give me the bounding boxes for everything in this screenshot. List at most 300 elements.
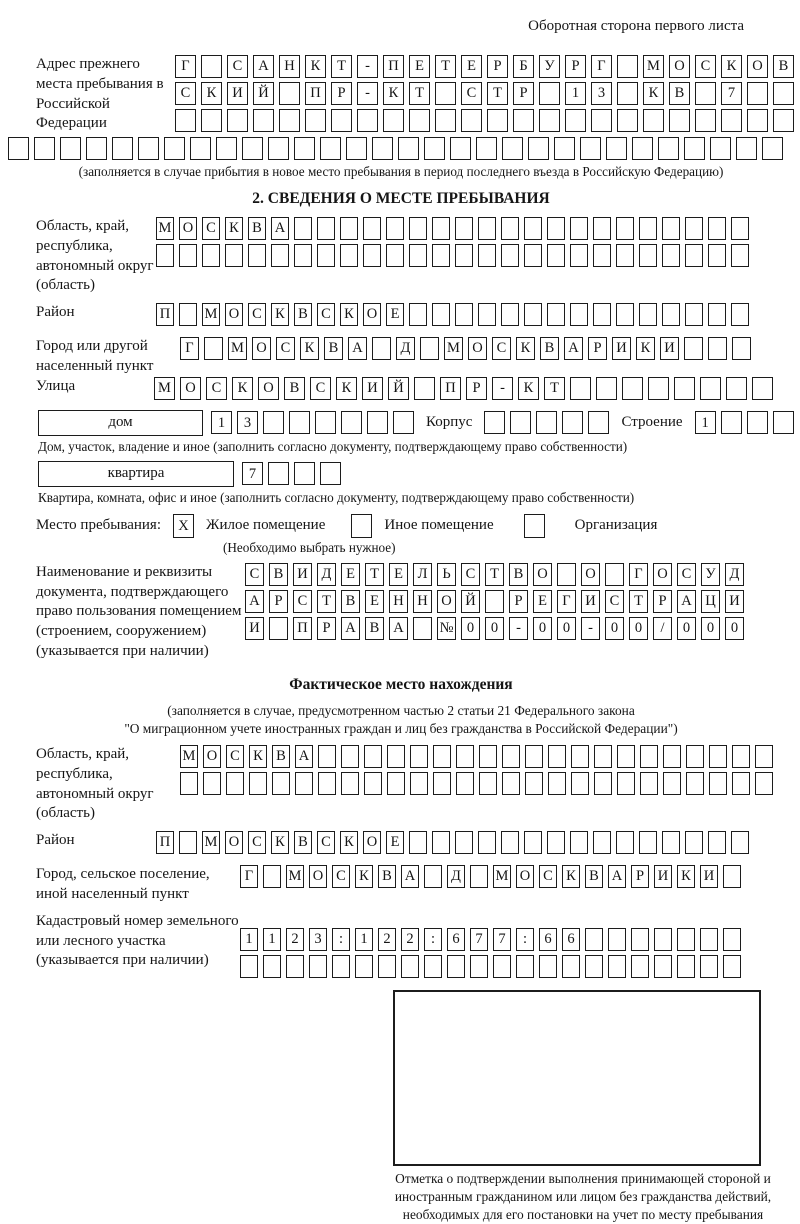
char-cell: О	[309, 865, 327, 888]
oblast-label: Область, край, республика, автономный округ (область)	[36, 218, 154, 294]
char-cell: В	[540, 337, 559, 360]
char-cell: Т	[435, 55, 456, 78]
char-cell	[268, 137, 289, 160]
char-cell	[547, 217, 565, 240]
char-cell	[202, 244, 220, 267]
char-cell	[432, 831, 450, 854]
char-cell	[341, 772, 359, 795]
char-cell	[420, 337, 439, 360]
char-cell: И	[700, 865, 718, 888]
char-cell	[662, 244, 680, 267]
char-cell	[708, 303, 726, 326]
char-cell: С	[245, 563, 264, 586]
char-cell	[279, 109, 300, 132]
char-cell	[708, 337, 727, 360]
char-cell	[249, 772, 267, 795]
char-cell: В	[284, 377, 305, 400]
char-cell	[631, 955, 649, 978]
char-cell: 6	[539, 928, 557, 951]
char-cell: С	[317, 303, 335, 326]
char-cell: :	[424, 928, 442, 951]
char-cell	[723, 955, 741, 978]
stamp-box	[393, 990, 761, 1166]
char-cell: И	[660, 337, 679, 360]
char-cell	[631, 928, 649, 951]
choose-caption: (Необходимо выбрать нужное)	[223, 539, 396, 555]
char-cell: К	[249, 745, 267, 768]
char-cell	[594, 772, 612, 795]
char-cell: -	[509, 617, 528, 640]
char-cell: Г	[591, 55, 612, 78]
char-cell: К	[636, 337, 655, 360]
char-cell	[175, 109, 196, 132]
char-cell: П	[383, 55, 404, 78]
char-cell: С	[332, 865, 350, 888]
char-cell: Т	[317, 590, 336, 613]
char-cell: В	[509, 563, 528, 586]
char-cell	[608, 955, 626, 978]
char-cell	[372, 337, 391, 360]
char-cell	[455, 217, 473, 240]
char-cell	[617, 55, 638, 78]
char-cell	[539, 955, 557, 978]
char-cell	[501, 217, 519, 240]
fact-gorod-row	[240, 865, 741, 888]
char-cell	[156, 244, 174, 267]
raion-row	[156, 303, 749, 326]
char-cell: К	[340, 831, 358, 854]
char-cell: С	[695, 55, 716, 78]
char-cell: М	[643, 55, 664, 78]
char-cell: 2	[286, 928, 304, 951]
page-header: Оборотная сторона первого листа	[528, 18, 744, 34]
char-cell	[617, 772, 635, 795]
char-cell	[539, 82, 560, 105]
char-cell	[203, 772, 221, 795]
char-cell	[501, 244, 519, 267]
oblast-row-2	[156, 244, 749, 267]
char-cell	[654, 955, 672, 978]
kadastr-row-2	[240, 955, 741, 978]
char-cell	[309, 955, 327, 978]
char-cell: Р	[466, 377, 487, 400]
checkbox-zhiloe: X	[173, 514, 194, 538]
char-cell: Р	[631, 865, 649, 888]
char-cell	[501, 303, 519, 326]
kadastr-grid	[240, 928, 741, 982]
char-cell: К	[516, 337, 535, 360]
char-cell	[346, 137, 367, 160]
char-cell	[478, 217, 496, 240]
ulitsa-field	[8, 377, 794, 404]
char-cell: Й	[253, 82, 274, 105]
char-cell: 1	[355, 928, 373, 951]
char-cell	[639, 217, 657, 240]
stamp-caption: Отметка о подтверждении выполнения принимающей стороной и иностранным гражданином или лицом без гражданства действий, необходимых для его постановки на учет по месту пребывания	[394, 1170, 772, 1222]
char-cell	[570, 831, 588, 854]
char-cell: И	[612, 337, 631, 360]
char-cell	[263, 411, 284, 434]
char-cell	[710, 137, 731, 160]
char-cell	[548, 772, 566, 795]
char-cell: Р	[653, 590, 672, 613]
char-cell	[547, 244, 565, 267]
korpus-label: Корпус	[426, 414, 473, 431]
char-cell: 7	[470, 928, 488, 951]
char-cell	[721, 411, 742, 434]
char-cell	[685, 244, 703, 267]
char-cell	[320, 462, 341, 485]
char-cell	[409, 244, 427, 267]
char-cell	[593, 831, 611, 854]
char-cell	[570, 303, 588, 326]
char-cell	[410, 745, 428, 768]
char-cell: А	[564, 337, 583, 360]
char-cell	[684, 337, 703, 360]
char-cell: 2	[401, 928, 419, 951]
char-cell	[455, 831, 473, 854]
char-cell: Т	[409, 82, 430, 105]
char-cell: 7	[242, 462, 263, 485]
char-cell: Р	[513, 82, 534, 105]
char-cell	[320, 137, 341, 160]
prev-address-section	[8, 55, 794, 136]
org-label: Организация	[574, 517, 658, 534]
char-cell: 1	[263, 928, 281, 951]
char-cell	[731, 217, 749, 240]
oblast-field	[8, 217, 794, 296]
char-cell	[456, 745, 474, 768]
inoe-label: Иное помещение	[384, 517, 494, 534]
char-cell	[315, 411, 336, 434]
char-cell: О	[179, 217, 197, 240]
char-cell: А	[389, 617, 408, 640]
char-cell	[663, 745, 681, 768]
char-cell	[524, 831, 542, 854]
char-cell: Р	[509, 590, 528, 613]
char-cell	[227, 109, 248, 132]
char-cell	[536, 411, 557, 434]
gorod-field	[8, 337, 794, 377]
char-cell: Л	[413, 563, 432, 586]
char-cell: С	[605, 590, 624, 613]
char-cell: Е	[386, 303, 404, 326]
char-cell: О	[180, 377, 201, 400]
char-cell	[755, 772, 773, 795]
char-cell: В	[269, 563, 288, 586]
kadastr-field	[8, 912, 794, 982]
char-cell	[513, 109, 534, 132]
dom-row	[38, 410, 794, 436]
char-cell	[433, 772, 451, 795]
char-cell	[562, 411, 583, 434]
char-cell	[516, 955, 534, 978]
char-cell: А	[253, 55, 274, 78]
char-cell	[662, 303, 680, 326]
char-cell: №	[437, 617, 456, 640]
char-cell	[684, 137, 705, 160]
char-cell	[570, 377, 591, 400]
char-cell: К	[518, 377, 539, 400]
char-cell	[484, 411, 505, 434]
char-cell: Т	[485, 563, 504, 586]
char-cell: А	[341, 617, 360, 640]
char-cell	[617, 82, 638, 105]
char-cell: 0	[533, 617, 552, 640]
char-cell	[493, 955, 511, 978]
char-cell	[685, 303, 703, 326]
char-cell	[367, 411, 388, 434]
char-cell	[685, 831, 703, 854]
fact-caption-2: "О миграционном учете иностранных граждан и лиц без гражданства в Российской Федерации")	[124, 720, 678, 736]
char-cell	[616, 217, 634, 240]
char-cell: В	[669, 82, 690, 105]
char-cell	[617, 109, 638, 132]
char-cell: Д	[317, 563, 336, 586]
char-cell	[409, 217, 427, 240]
char-cell: А	[677, 590, 696, 613]
char-cell	[571, 745, 589, 768]
char-cell: 6	[562, 928, 580, 951]
char-cell: Е	[389, 563, 408, 586]
char-cell	[179, 244, 197, 267]
char-cell	[34, 137, 55, 160]
char-cell	[180, 772, 198, 795]
char-cell: С	[202, 217, 220, 240]
char-cell: Б	[513, 55, 534, 78]
char-cell	[387, 745, 405, 768]
char-cell: В	[773, 55, 794, 78]
char-cell: Р	[269, 590, 288, 613]
char-cell	[268, 462, 289, 485]
kvartira-label-box: квартира	[38, 461, 234, 487]
char-cell: О	[252, 337, 271, 360]
char-cell: О	[468, 337, 487, 360]
gorod-row	[180, 337, 751, 360]
char-cell: Ц	[701, 590, 720, 613]
char-cell	[225, 244, 243, 267]
char-cell	[414, 377, 435, 400]
char-cell: С	[461, 563, 480, 586]
char-cell: К	[271, 831, 289, 854]
char-cell: С	[276, 337, 295, 360]
prev-address-row-2	[175, 82, 794, 105]
char-cell	[363, 217, 381, 240]
char-cell	[747, 82, 768, 105]
korpus-cells	[484, 411, 609, 434]
char-cell	[677, 955, 695, 978]
char-cell	[731, 244, 749, 267]
char-cell: М	[228, 337, 247, 360]
char-cell	[272, 772, 290, 795]
prev-address-caption: (заполняется в случае прибытия в новое место пребывания в период последнего въезда в Российскую Федерацию)	[78, 164, 724, 179]
char-cell	[709, 772, 727, 795]
char-cell	[478, 244, 496, 267]
dom-caption: Дом, участок, владение и иное (заполнить согласно документу, подтверждающему право собственности)	[38, 438, 628, 454]
char-cell	[432, 303, 450, 326]
oblast-row-1	[156, 217, 749, 240]
char-cell: 0	[629, 617, 648, 640]
char-cell	[662, 831, 680, 854]
char-cell	[570, 244, 588, 267]
char-cell: А	[245, 590, 264, 613]
prev-address-row-3	[175, 109, 794, 132]
char-cell: А	[608, 865, 626, 888]
char-cell	[539, 109, 560, 132]
char-cell: У	[701, 563, 720, 586]
char-cell	[409, 109, 430, 132]
fact-oblast-label: Область, край, республика, автономный округ (область)	[36, 745, 154, 822]
char-cell	[593, 244, 611, 267]
char-cell	[639, 303, 657, 326]
char-cell: М	[444, 337, 463, 360]
char-cell	[677, 928, 695, 951]
char-cell	[164, 137, 185, 160]
oblast-grid	[156, 217, 749, 271]
char-cell	[747, 411, 768, 434]
char-cell	[622, 377, 643, 400]
char-cell	[571, 772, 589, 795]
fact-caption-1: (заполняется в случае, предусмотренном частью 2 статьи 21 Федерального закона	[167, 702, 635, 718]
char-cell: С	[317, 831, 335, 854]
char-cell	[528, 137, 549, 160]
char-cell	[752, 377, 773, 400]
char-cell: С	[206, 377, 227, 400]
char-cell	[773, 82, 794, 105]
char-cell: Н	[389, 590, 408, 613]
char-cell	[364, 772, 382, 795]
char-cell	[663, 772, 681, 795]
char-cell	[658, 137, 679, 160]
char-cell: Ь	[437, 563, 456, 586]
char-cell	[585, 955, 603, 978]
char-cell: К	[643, 82, 664, 105]
char-cell	[279, 82, 300, 105]
char-cell	[674, 377, 695, 400]
char-cell: -	[357, 82, 378, 105]
char-cell: А	[348, 337, 367, 360]
char-cell: Н	[279, 55, 300, 78]
char-cell	[226, 772, 244, 795]
char-cell	[639, 831, 657, 854]
char-cell: К	[225, 217, 243, 240]
char-cell	[263, 955, 281, 978]
char-cell: -	[581, 617, 600, 640]
char-cell: П	[305, 82, 326, 105]
char-cell	[271, 244, 289, 267]
char-cell	[60, 137, 81, 160]
raion-field	[8, 303, 794, 330]
char-cell	[435, 82, 456, 105]
zhiloe-label: Жилое помещение	[206, 517, 326, 534]
char-cell	[393, 411, 414, 434]
char-cell	[654, 928, 672, 951]
fact-gorod-field	[8, 865, 794, 905]
char-cell	[616, 831, 634, 854]
char-cell	[410, 772, 428, 795]
char-cell: Г	[629, 563, 648, 586]
char-cell: К	[677, 865, 695, 888]
char-cell	[700, 377, 721, 400]
char-cell	[478, 303, 496, 326]
doc-row-1	[245, 563, 744, 586]
char-cell: О	[581, 563, 600, 586]
char-cell: Т	[487, 82, 508, 105]
char-cell	[616, 303, 634, 326]
doc-grid	[245, 563, 744, 644]
char-cell	[289, 411, 310, 434]
doc-field	[8, 563, 794, 662]
prev-address-row-4	[8, 137, 794, 160]
char-cell	[700, 955, 718, 978]
char-cell	[640, 772, 658, 795]
prev-address-label: Адрес прежнего места пребывания в Российской Федерации	[36, 56, 164, 132]
char-cell	[476, 137, 497, 160]
char-cell	[588, 411, 609, 434]
char-cell	[435, 109, 456, 132]
char-cell	[773, 109, 794, 132]
char-cell: Г	[180, 337, 199, 360]
char-cell: -	[357, 55, 378, 78]
char-cell: П	[156, 303, 174, 326]
char-cell	[450, 137, 471, 160]
char-cell	[524, 217, 542, 240]
char-cell	[372, 137, 393, 160]
char-cell	[138, 137, 159, 160]
char-cell	[632, 137, 653, 160]
char-cell	[432, 244, 450, 267]
kadastr-label: Кадастровый номер земельного или лесного участка (указывается при наличии)	[36, 912, 239, 969]
char-cell	[708, 217, 726, 240]
char-cell: В	[585, 865, 603, 888]
char-cell: 3	[237, 411, 258, 434]
char-cell	[593, 303, 611, 326]
char-cell: Й	[388, 377, 409, 400]
char-cell: /	[653, 617, 672, 640]
char-cell: С	[310, 377, 331, 400]
char-cell	[773, 411, 794, 434]
char-cell: 1	[565, 82, 586, 105]
char-cell	[179, 303, 197, 326]
char-cell	[433, 745, 451, 768]
char-cell	[456, 772, 474, 795]
char-cell	[204, 337, 223, 360]
char-cell: 0	[677, 617, 696, 640]
char-cell	[340, 244, 358, 267]
char-cell: С	[226, 745, 244, 768]
char-cell: К	[336, 377, 357, 400]
char-cell	[695, 109, 716, 132]
char-cell	[487, 109, 508, 132]
char-cell: Е	[461, 55, 482, 78]
char-cell	[731, 303, 749, 326]
char-cell	[731, 831, 749, 854]
char-cell: О	[363, 303, 381, 326]
char-cell	[708, 831, 726, 854]
char-cell: 1	[695, 411, 716, 434]
char-cell	[686, 772, 704, 795]
char-cell: О	[747, 55, 768, 78]
ulitsa-row	[154, 377, 773, 400]
char-cell	[501, 831, 519, 854]
char-cell: -	[492, 377, 513, 400]
char-cell	[605, 563, 624, 586]
fact-title: Фактическое место нахождения	[289, 675, 513, 693]
dom-label-box: дом	[38, 410, 203, 436]
char-cell: О	[225, 303, 243, 326]
char-cell	[662, 217, 680, 240]
char-cell	[524, 303, 542, 326]
